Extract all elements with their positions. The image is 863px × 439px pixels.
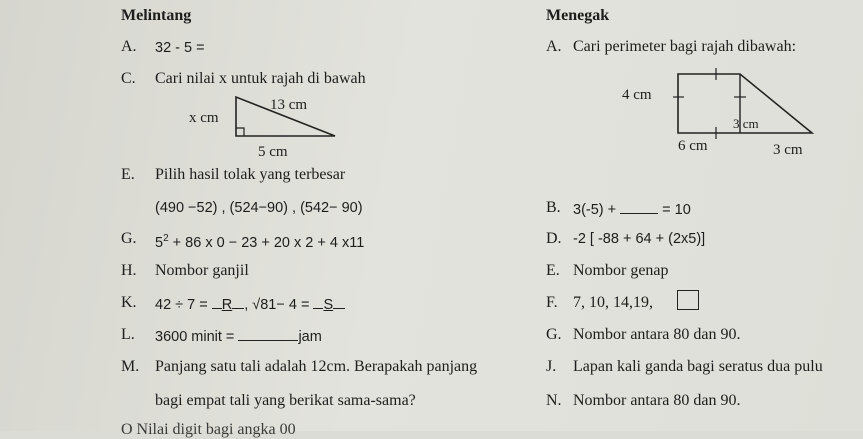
across-g-rest: + 86 x 0 − 23 + 20 x 2 + 4 x11 <box>168 234 365 251</box>
across-l-blank <box>238 326 298 341</box>
down-e-question: Nombor genap <box>573 262 669 279</box>
down-f-letter: F. <box>546 294 558 311</box>
across-e-question: Pilih hasil tolak yang terbesar <box>155 166 346 183</box>
down-n-letter: N. <box>546 392 562 409</box>
down-a-question: Cari perimeter bagi rajah dibawah: <box>573 38 797 55</box>
down-g-question: Nombor antara 80 dan 90. <box>573 326 741 343</box>
across-g-letter: G. <box>121 230 137 247</box>
label-13-cm: 13 cm <box>270 97 308 113</box>
down-f-question: 7, 10, 14,19, <box>573 294 653 311</box>
down-g-letter: G. <box>546 326 562 343</box>
across-k-s-label: S <box>323 297 334 313</box>
across-m-line2: bagi empat tali yang berikat sama-sama? <box>155 392 416 409</box>
across-c-letter: C. <box>121 70 136 87</box>
down-j-question: Lapan kali ganda bagi seratus dua pulu <box>573 358 823 375</box>
down-b-part1: 3(-5) + <box>573 202 621 218</box>
across-l-part2: jam <box>298 329 322 345</box>
across-a-question: 32 - 5 = <box>155 40 205 56</box>
down-a-letter: A. <box>546 38 562 55</box>
across-e-expression: (490 −52) , (524−90) , (542− 90) <box>155 200 363 216</box>
label-5-cm: 5 cm <box>258 144 288 160</box>
label-slant-3-cm: 3 cm <box>773 142 803 158</box>
down-j-letter: J. <box>546 358 557 375</box>
down-b-blank <box>620 199 658 214</box>
across-l-letter: L. <box>121 326 135 343</box>
across-a-letter: A. <box>121 38 137 55</box>
down-b-question <box>573 199 691 219</box>
down-b-part2: = 10 <box>658 202 691 218</box>
across-h-letter: H. <box>121 262 137 279</box>
across-g-exponent: 2 <box>163 233 169 244</box>
across-k-letter: K. <box>121 294 137 311</box>
down-d-question: -2 [ -88 + 64 + (2x5)] <box>573 231 706 247</box>
across-k-r-label: R <box>221 297 233 313</box>
across-e-letter: E. <box>121 166 135 183</box>
down-d-letter: D. <box>546 230 562 247</box>
across-k-part2: , √81− 4 = <box>244 297 314 313</box>
across-c-question: Cari nilai x untuk rajah di bawah <box>155 70 366 87</box>
across-g-question <box>155 230 364 252</box>
across-m-line1: Panjang satu tali adalah 12cm. Berapakah panjang <box>155 358 478 375</box>
down-e-letter: E. <box>546 262 560 279</box>
label-inner-3-cm: 3 cm <box>733 116 759 131</box>
answer-box[interactable] <box>677 290 699 310</box>
across-header: Melintang <box>121 7 192 24</box>
across-h-question: Nombor ganjil <box>155 262 249 279</box>
across-k-part1: 42 ÷ 7 = <box>155 297 212 313</box>
label-4-cm: 4 cm <box>622 87 652 103</box>
across-l-part1: 3600 minit = <box>155 329 239 345</box>
label-6-cm: 6 cm <box>678 138 708 154</box>
down-n-question: Nombor antara 80 dan 90. <box>573 392 741 409</box>
label-x-cm: x cm <box>189 110 219 126</box>
cutoff-bottom-text: O Nilai digit bagi angka 00 <box>121 421 296 438</box>
across-g-base: 5 <box>155 234 164 251</box>
down-b-letter: B. <box>546 199 561 216</box>
across-m-letter: M. <box>121 358 140 375</box>
across-k-question <box>155 294 345 314</box>
down-header: Menegak <box>546 7 610 24</box>
across-l-question <box>155 326 322 346</box>
